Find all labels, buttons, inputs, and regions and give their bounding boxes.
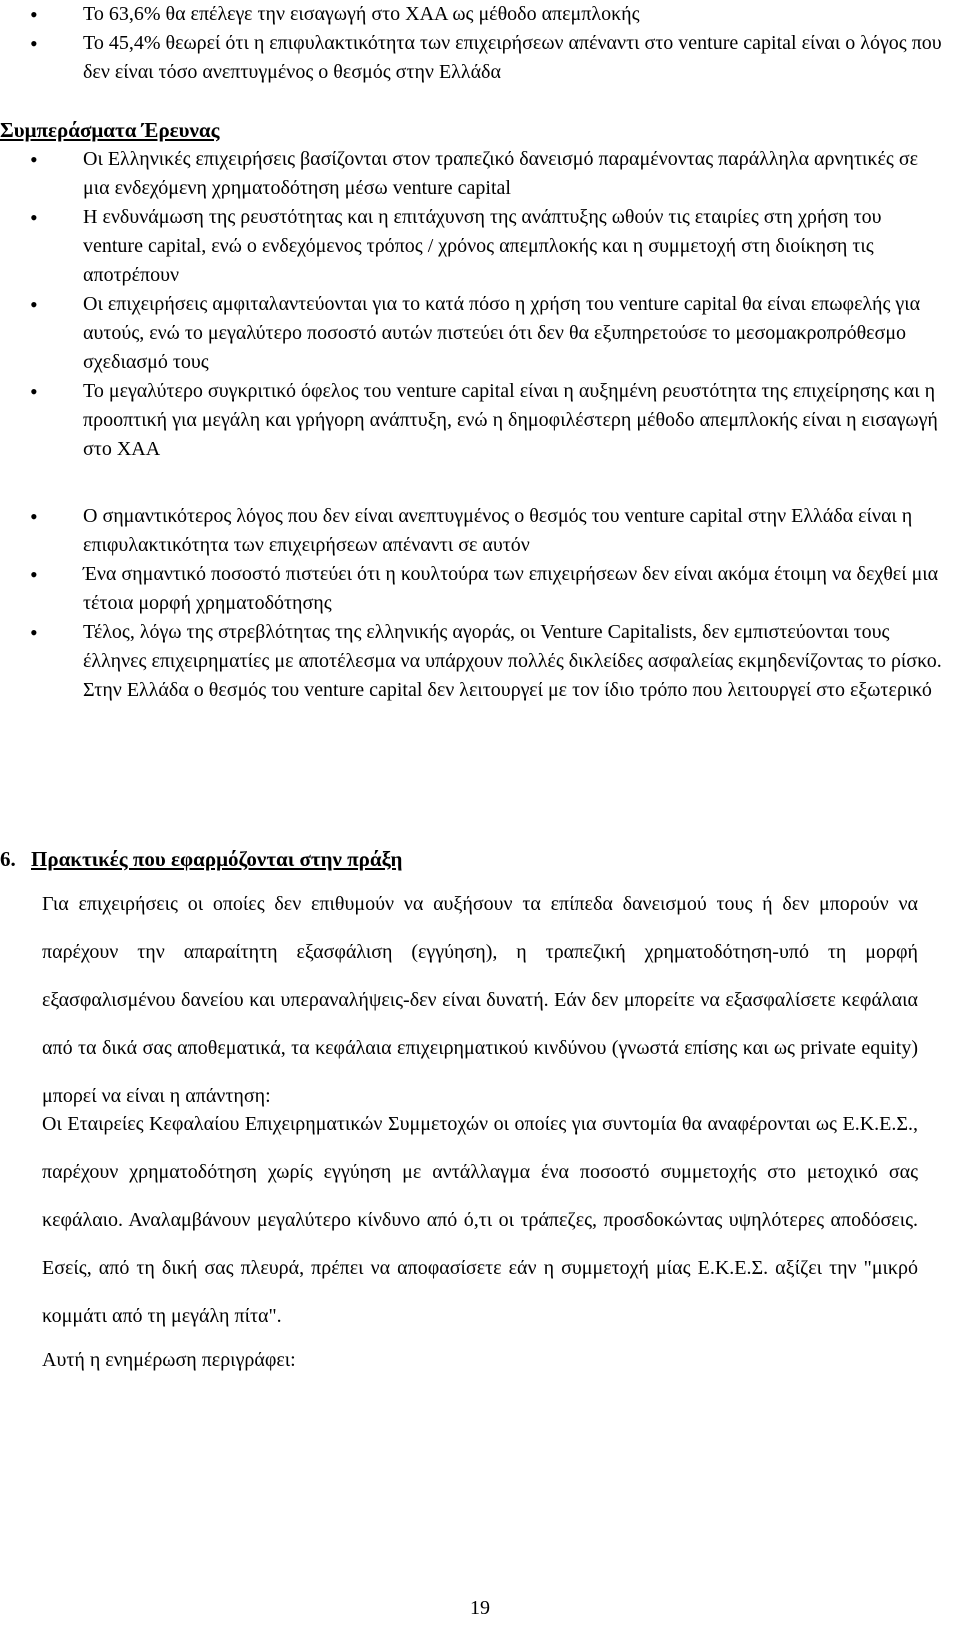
list-item: • Τέλος, λόγω της στρεβλότητας της ελληνικής αγοράς, οι Venture Capitalists, δεν εμπιστεύονται τους έλληνες επιχειρηματίες με αποτέλεσμα να υπάρχουν πολλές δικλείδες ασφαλείας εκμηδενίζοντας το ρίσκο. Στην Ελλάδα ο θεσμός του venture capital δεν λειτουργεί με τον ίδιο τρόπο που λειτουργεί στο εξωτερικό [0, 618, 943, 705]
list-item: • Οι επιχειρήσεις αμφιταλαντεύονται για το κατά πόσο η χρήση του venture capital θα είναι επωφελής για αυτούς, ενώ το μεγαλύτερο ποσοστό αυτών πιστεύει ότι δεν θα εξυπηρετούσε το μεσομακροπρόθεσμο σχεδιασμό τους [0, 290, 943, 377]
list-item: • Οι Ελληνικές επιχειρήσεις βασίζονται στον τραπεζικό δανεισμό παραμένοντας παράλληλα αρνητικές σε μια ενδεχόμενη χρηματοδότηση μέσω venture capital [0, 145, 943, 203]
list-item: • Ο σημαντικότερος λόγος που δεν είναι ανεπτυγμένος ο θεσμός του venture capital στην Ελλάδα είναι η επιφυλακτικότητα των επιχειρήσεων απέναντι σε αυτόν [0, 502, 943, 560]
paragraph: Για επιχειρήσεις οι οποίες δεν επιθυμούν να αυξήσουν τα επίπεδα δανεισμού τους ή δεν μπορούν να παρέχουν την απαραίτητη εξασφάλιση (εγγύηση), η τραπεζική χρηματοδότηση-υπό τη μορφή εξασφαλισμένου δανείου και υπεραναλήψεις-δεν είναι δυνατή. Εάν δεν μπορείτε να εξασφαλίσετε κεφάλαια από τα δικά σας αποθεματικά, τα κεφάλαια επιχειρηματικού κινδύνου (γνωστά επίσης και ως private equity) μπορεί να είναι η απάντηση: [42, 893, 918, 1107]
list-item: • Ένα σημαντικό ποσοστό πιστεύει ότι η κουλτούρα των επιχειρήσεων δεν είναι ακόμα έτοιμη να δεχθεί μια τέτοια μορφή χρηματοδότησης [0, 560, 943, 618]
list-item: • Το 63,6% θα επέλεγε την εισαγωγή στο ΧΑΑ ως μέθοδο απεμπλοκής [0, 0, 943, 29]
conclusions-list [0, 145, 943, 464]
section-title: Πρακτικές που εφαρμόζονται στην πράξη [31, 847, 403, 871]
additional-conclusions-list [0, 502, 943, 705]
bullet-list-top [0, 0, 943, 29]
paragraph: Αυτή η ενημέρωση περιγράφει: [42, 1349, 296, 1371]
section-heading [0, 845, 402, 874]
list-item: • Το μεγαλύτερο συγκριτικό όφελος του venture capital είναι η αυξημένη ρευστότητα της επιχείρησης και η προοπτική για μεγάλη και γρήγορη ανάπτυξη, ενώ η δημοφιλέστερη μέθοδο απεμπλοκής είναι η εισαγωγή στο ΧΑΑ [0, 377, 943, 464]
bullet-list-top-2 [0, 29, 943, 87]
list-item: • Το 45,4% θεωρεί ότι η επιφυλακτικότητα των επιχειρήσεων απέναντι στο venture capital είναι ο λόγος που δεν είναι τόσο ανεπτυγμένος ο θεσμός στην Ελλάδα [0, 29, 943, 87]
list-item: • Η ενδυνάμωση της ρευστότητας και η επιτάχυνση της ανάπτυξης ωθούν τις εταιρίες στη χρήση του venture capital, ενώ ο ενδεχόμενος τρόπος / χρόνος απεμπλοκής και η συμμετοχή στη διοίκηση τις αποτρέπουν [0, 203, 943, 290]
section-number: 6. [0, 847, 16, 871]
page-number: 19 [470, 1597, 490, 1619]
paragraph: Οι Εταιρείες Κεφαλαίου Επιχειρηματικών Συμμετοχών οι οποίες για συντομία θα αναφέρονται ως Ε.Κ.Ε.Σ., παρέχουν χρηματοδότηση χωρίς εγγύηση με αντάλλαγμα ένα ποσοστό συμμετοχής στο μετοχικό σας κεφάλαιο. Αναλαμβάνουν μεγαλύτερο κίνδυνο από ό,τι οι τράπεζες, προσδοκώντας υψηλότερες αποδόσεις. Εσείς, από τη δική σας πλευρά, πρέπει να αποφασίσετε εάν η συμμετοχή μίας Ε.Κ.Ε.Σ. αξίζει την "μικρό κομμάτι από τη μεγάλη πίτα". [42, 1113, 918, 1327]
conclusions-heading: Συμπεράσματα Έρευνας [0, 118, 220, 142]
